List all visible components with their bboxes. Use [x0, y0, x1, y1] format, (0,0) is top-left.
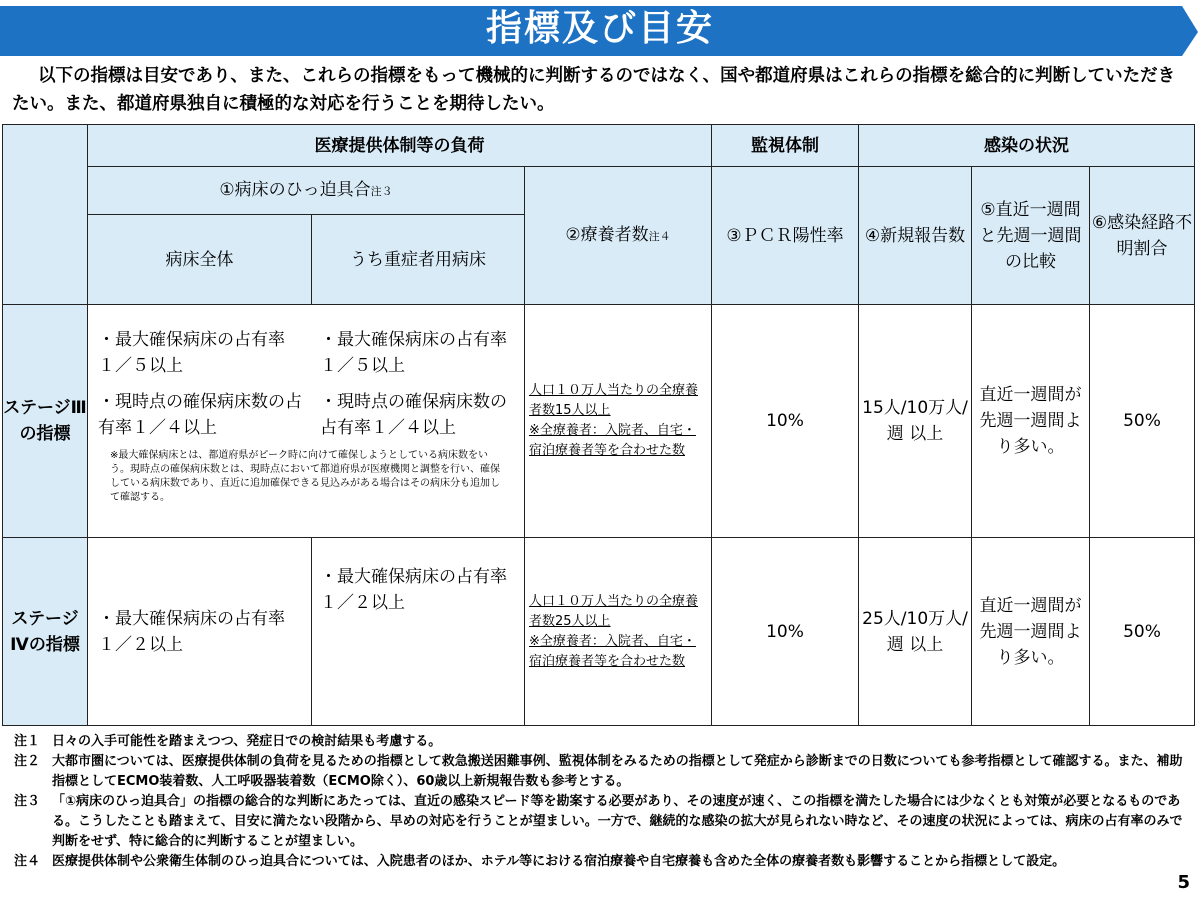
- stage3-bed-cell: [88, 305, 525, 538]
- stage4-patients-cell: [525, 538, 712, 726]
- stage3-patients: 人口１０万人当たりの全療養者数15人以上: [529, 383, 699, 418]
- stage3-row: [3, 305, 1195, 538]
- stage3-bed-all-2: ・現時点の確保病床数の占有率１／４以上: [98, 392, 302, 438]
- footnote-3: [14, 792, 1184, 852]
- stage3-bed-note: ※最大確保病床とは、都道府県がピーク時に向けて確保しようとしている病床数をいう。現時点の確保病床数とは、現時点において都道府県が医療機関と調整を行い、確保している病床数であり、直近に追加確保できる見込みがある場合はその病床分も追加して確認する。: [110, 450, 500, 503]
- stage4-patients: 人口１０万人当たりの全療養者数25人以上: [529, 593, 699, 629]
- header-monitoring: 監視体制: [712, 125, 859, 167]
- stage3-patients-cell: [525, 305, 712, 538]
- header-bed: [88, 167, 525, 215]
- header-patients-note: 注４: [648, 229, 671, 243]
- stage4-unknown-route: 50%: [1090, 538, 1195, 726]
- page-number: 5: [1177, 872, 1190, 893]
- indicator-table: [2, 124, 1195, 726]
- title-banner: [0, 0, 1200, 58]
- stage3-label: ステージⅢの指標: [3, 305, 88, 538]
- footnote-text: 「①病床のひっ迫具合」の指標の総合的な判断にあたっては、直近の感染スピード等を勘案する必要があり、その速度が速く、この指標を満たした場合には少なくとも対策が必要となるものである。こうしたことも踏まえて、目安に満たない段階から、早めの対応を行うことが望ましい。一方で、継続的な感染の拡大が見られない時など、その速度の状況によっては、病床の占有率のみで判断をせず、特に総合的に判断することが望ましい。: [52, 794, 1183, 849]
- stage3-bed-severe-2: ・現時点の確保病床数の占有率１／４以上: [320, 392, 507, 438]
- header-medical: 医療提供体制等の負荷: [88, 125, 712, 167]
- header-patients-label: ②療養者数: [565, 224, 649, 245]
- stage4-bed-severe: ・最大確保病床の占有率 １／２以上: [312, 538, 525, 726]
- footnote-key: 注１: [14, 734, 41, 749]
- footnote-key: 注２: [14, 754, 41, 769]
- header-week-compare: ⑤直近一週間と先週一週間の比較: [972, 167, 1090, 305]
- stage4-row: [3, 538, 1195, 726]
- stage3-unknown-route: 50%: [1090, 305, 1195, 538]
- stage3-bed-severe-1: ・最大確保病床の占有率 １／５以上: [320, 330, 524, 376]
- header-pcr: ③ＰＣＲ陽性率: [712, 167, 859, 305]
- stage3-bed-all-1: ・最大確保病床の占有率 １／５以上: [98, 330, 302, 376]
- header-bed-all: 病床全体: [88, 215, 312, 305]
- stage3-new-cases: 15人/10万人/週 以上: [859, 305, 972, 538]
- stage4-week-compare: 直近一週間が先週一週間より多い。: [972, 538, 1090, 726]
- header-bed-severe: うち重症者用病床: [312, 215, 525, 305]
- stage4-bed-all: ・最大確保病床の占有率 １／２以上: [88, 538, 312, 726]
- header-infection: 感染の状況: [859, 125, 1195, 167]
- header-bed-label: ①病床のひっ迫具合: [219, 179, 371, 200]
- footnote-key: 注３: [14, 794, 41, 809]
- intro-text: 以下の指標は目安であり、また、これらの指標をもって機械的に判断するのではなく、国や都道府県はこれらの指標を総合的に判断していただきたい。また、都道府県独自に積極的な対応を行うことを期待したい。: [12, 66, 1176, 114]
- footnote-4: [14, 852, 1184, 872]
- corner-cell: [3, 125, 88, 305]
- stage3-week-compare: 直近一週間が先週一週間より多い。: [972, 305, 1090, 538]
- footnote-text: 大都市圏については、医療提供体制の負荷を見るための指標として救急搬送困難事例、監視体制をみるための指標として発症から診断までの日数についても参考指標として確認する。また、補助指標としてECMO装着数、人工呼吸器装着数（ECMO除く）、60歳以上新規報告数も参考とする。: [52, 754, 1183, 789]
- footnote-key: 注４: [14, 854, 41, 869]
- page-title: 指標及び目安: [485, 8, 714, 49]
- stage4-new-cases: 25人/10万人/週 以上: [859, 538, 972, 726]
- header-new-cases: ④新規報告数: [859, 167, 972, 305]
- header-bed-note: 注３: [370, 184, 393, 198]
- stage4-label: ステージⅣの指標: [3, 538, 88, 726]
- stage3-patients-note: ※全療養者：入院者、自宅・宿泊療養者等を合わせた数: [529, 423, 696, 458]
- header-patients: [525, 167, 712, 305]
- footnote-2: [14, 752, 1184, 792]
- footnote-1: [14, 732, 1184, 752]
- footnote-text: 医療提供体制や公衆衛生体制のひっ迫具合については、入院患者のほか、ホテル等における宿泊療養や自宅療養も含めた全体の療養者数も影響することから指標として設定。: [52, 854, 1066, 869]
- footnote-text: 日々の入手可能性を踏まえつつ、発症日での検討結果も考慮する。: [52, 734, 442, 749]
- stage4-patients-note: ※全療養者：入院者、自宅・宿泊療養者等を合わせた数: [529, 633, 696, 669]
- stage3-pcr: 10%: [712, 305, 859, 538]
- stage4-pcr: 10%: [712, 538, 859, 726]
- header-unknown-route: ⑥感染経路不明割合: [1090, 167, 1195, 305]
- footnotes: [14, 732, 1184, 872]
